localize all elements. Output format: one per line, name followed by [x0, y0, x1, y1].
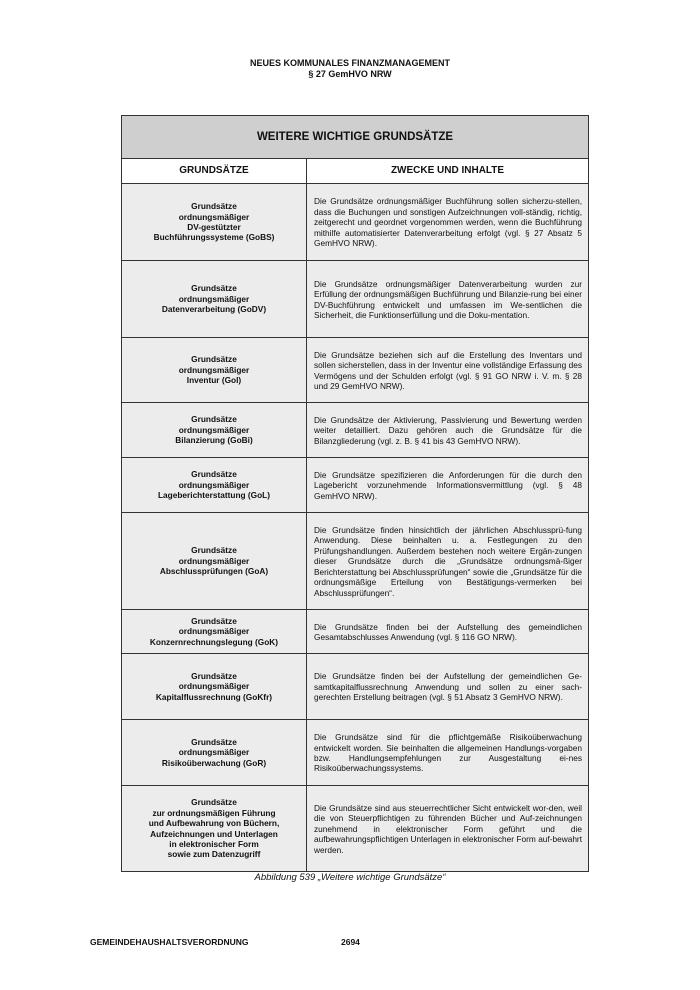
- principle-name-line: ordnungsmäßiger: [178, 424, 250, 435]
- principle-description: Die Grundsätze finden bei der Aufstellung des gemeindlichen Gesamtabschlusses Anwendung (vgl. § 116 GO NRW).: [307, 610, 589, 654]
- principle-name-line: Grundsätze: [191, 797, 237, 808]
- principle-name-line: Kapitalflussrechnung (GoKfr): [155, 691, 273, 702]
- principle-name-line: sowie zum Datenzugriff: [167, 849, 261, 860]
- principle-name-line: ordnungsmäßiger: [178, 293, 250, 304]
- principle-name: [122, 403, 307, 458]
- principle-description: Die Grundsätze sind aus steuerrechtlicher Sicht entwickelt wor-den, weil die von Steuerpflichtigen zu führenden Bücher und Auf-zeichnungen zunehmend in elektronischer Form geführt und die aufbewahrungspflichtigen Unterlagen in elektronischer Form auf-bewahrt werden.: [307, 786, 589, 872]
- principle-name-line: DV-gestützter: [187, 222, 241, 232]
- header-subtitle: § 27 GemHVO NRW: [308, 69, 392, 79]
- principle-name: [122, 458, 307, 513]
- table-row: [122, 403, 589, 458]
- figure-caption: Abbildung 539 „Weitere wichtige Grundsätze“: [254, 872, 446, 883]
- principle-description: Die Grundsätze beziehen sich auf die Erstellung des Inventars und sollen sicherstellen, dass in der Inventur eine vollständige Erfassung des Vermögens und der Schulden erfolgt (vgl. § 91 GO NRW i. V. m. § 28 und 29 GemHVO NRW).: [307, 338, 589, 403]
- principle-name: [122, 513, 307, 610]
- principle-name-line: Grundsätze: [191, 469, 237, 480]
- principle-description: Die Grundsätze ordnungsmäßiger Buchführung sollen sicherzu-stellen, dass die Buchungen und sonstigen Aufzeichnungen voll-ständig, richtig, zeitgerecht und geordnet vorgenommen werden, wenn die Buchführung mithilfe automatisierter Datenverarbeitung erfolgt (vgl. § 27 Absatz 5 GemHVO NRW).: [307, 184, 589, 261]
- principle-name-line: Lageberichterstattung (GoL): [157, 490, 270, 501]
- principle-name-line: und Aufbewahrung von Büchern,: [148, 818, 280, 829]
- principle-name-line: ordnungsmäßiger: [178, 747, 250, 758]
- principle-name-line: zur ordnungsmäßigen Führung: [152, 807, 276, 818]
- table-title: WEITERE WICHTIGE GRUNDSÄTZE: [122, 116, 589, 159]
- column-header-purposes: ZWECKE UND INHALTE: [307, 159, 589, 184]
- table-row: [122, 786, 589, 872]
- table-row: [122, 458, 589, 513]
- principle-name: [122, 786, 307, 872]
- table-row: [122, 261, 589, 338]
- table-body: [122, 184, 589, 872]
- principle-name: [122, 654, 307, 720]
- principle-description: Die Grundsätze finden bei der Aufstellung der gemeindlichen Ge-samtkapitalflussrechnung Anwendung und sollen zu einer sach-gerechten Erstellung beitragen (vgl. § 51 Absatz 3 GemHVO NRW).: [307, 654, 589, 720]
- principle-name-line: ordnungsmäßiger: [178, 681, 250, 692]
- principle-name: [122, 184, 307, 261]
- principle-name-line: Risikoüberwachung (GoR): [161, 757, 267, 768]
- principle-name-line: Grundsätze: [191, 414, 237, 425]
- principle-description: Die Grundsätze ordnungsmäßiger Datenverarbeitung wurden zur Erfüllung der ordnungsmäßigen Buchführung und Bilanzie-rung bei einer DV-Buchführung entwickelt und umfassen im We-sentlichen die Sicherheit, die Funktionserfüllung und die Doku-mentation.: [307, 261, 589, 338]
- principle-name-line: Grundsätze: [191, 283, 237, 294]
- principle-name: [122, 261, 307, 338]
- principle-name-line: Inventur (GoI): [186, 375, 242, 386]
- header-title: NEUES KOMMUNALES FINANZMANAGEMENT: [250, 58, 450, 68]
- principle-name-line: Aufzeichnungen und Unterlagen: [150, 828, 278, 839]
- table-row: [122, 654, 589, 720]
- principle-name-line: Abschlussprüfungen (GoA): [159, 566, 269, 577]
- page-number: 2694: [341, 937, 360, 947]
- principle-name: [122, 720, 307, 786]
- table-row: [122, 610, 589, 654]
- principle-description: Die Grundsätze der Aktivierung, Passivierung und Bewertung werden weiter detailliert. Dazu gehören auch die Grundsätze für die Bilanzgliederung (vgl. z. B. § 41 bis 43 GemHVO NRW).: [307, 403, 589, 458]
- table-row: [122, 184, 589, 261]
- table-row: [122, 513, 589, 610]
- table-header-row: [122, 159, 589, 184]
- principle-name-line: Konzernrechnungslegung (GoK): [149, 636, 279, 647]
- principle-name-line: ordnungsmäßiger: [178, 555, 250, 566]
- page-header: [0, 58, 700, 80]
- principle-name: [122, 338, 307, 403]
- principle-name-line: Bilanzierung (GoBi): [175, 435, 253, 446]
- table-title-row: [122, 116, 589, 159]
- principle-name-line: Grundsätze: [191, 354, 237, 365]
- principles-table: [121, 115, 589, 872]
- principle-name-line: in elektronischer Form: [169, 838, 259, 849]
- principle-name-line: Grundsätze: [191, 615, 237, 626]
- column-header-principles: GRUNDSÄTZE: [122, 159, 307, 184]
- principle-description: Die Grundsätze finden hinsichtlich der jährlichen Abschlussprü-fung Anwendung. Diese beinhalten u. a. Festlegungen zu den Prüfungshandlungen. Außerdem bestehen noch weitere Ergän-zungen dieser Grundsätze durch die „Grundsätze ordnungsmä-ßiger Berichterstattung bei Abschlussprüfungen“ sowie die „Grundsätze für die ordnungsmäßige Erteilung von Bestätigungs-vermerken bei Abschlussprüfungen“.: [307, 513, 589, 610]
- table-row: [122, 338, 589, 403]
- principle-description: Die Grundsätze sind für die pflichtgemäße Risikoüberwachung entwickelt worden. Sie beinhalten die allgemeinen Handlungs-vorgaben bzw. Handlungsempfehlungen zur Ausgestaltung ei-nes Risikoüberwachungssystems.: [307, 720, 589, 786]
- principle-name-line: Grundsätze: [191, 201, 237, 212]
- principle-name-line: ordnungsmäßiger: [178, 211, 250, 222]
- principle-name-line: ordnungsmäßiger: [178, 626, 250, 637]
- principle-name-line: Grundsätze: [191, 670, 237, 681]
- footer-title: GEMEINDEHAUSHALTSVERORDNUNG: [90, 937, 249, 947]
- principle-name-line: Datenverarbeitung (GoDV): [161, 304, 267, 315]
- principle-name-line: Grundsätze: [191, 736, 237, 747]
- principle-name-line: Grundsätze: [191, 545, 237, 556]
- principle-name-line: Buchführungssysteme (GoBS): [153, 232, 275, 243]
- table-row: [122, 720, 589, 786]
- principle-name-line: ordnungsmäßiger: [178, 364, 250, 375]
- principle-name-line: ordnungsmäßiger: [178, 479, 250, 490]
- principle-name: [122, 610, 307, 654]
- principle-description: Die Grundsätze spezifizieren die Anforderungen für die durch den Lagebericht vorzunehmende Informationsvermittlung (vgl. § 48 GemHVO NRW).: [307, 458, 589, 513]
